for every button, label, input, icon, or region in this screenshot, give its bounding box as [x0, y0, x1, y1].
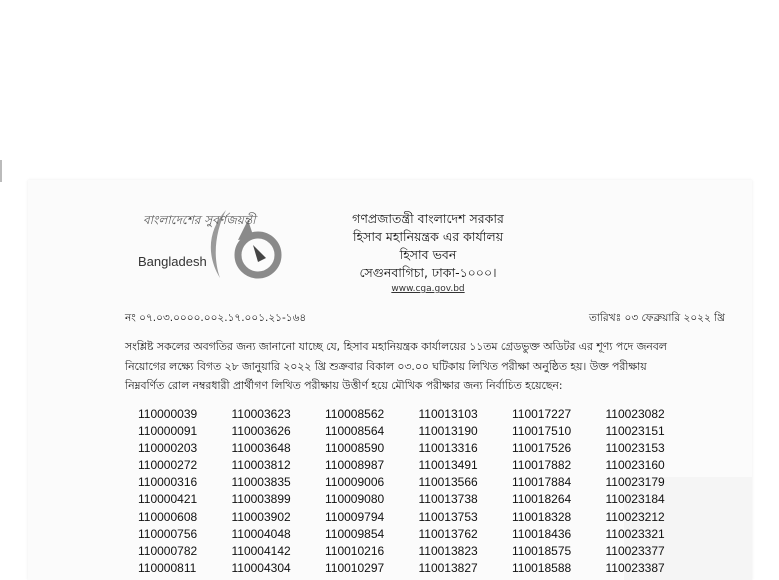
roll-number-cell: 110003812: [231, 458, 291, 473]
memo-date: তারিখঃ ০৩ ফেব্রুয়ারি ২০২২ খ্রি: [589, 312, 725, 324]
roll-number-cell: 110023212: [605, 509, 665, 524]
roll-number-cell: 110000608: [138, 509, 198, 524]
roll-number-cell: 110013316: [418, 441, 478, 456]
roll-number-cell: 110003626: [231, 424, 291, 439]
roll-number-cell: 110023153: [605, 441, 665, 456]
roll-number-cell: 110004142: [231, 543, 291, 558]
logo-english-text: Bangladesh: [138, 254, 207, 269]
roll-number-cell: 110017884: [512, 475, 572, 490]
roll-number-cell: 110013753: [418, 509, 478, 524]
roll-row: [138, 457, 699, 474]
roll-number-cell: 110013566: [418, 475, 478, 490]
roll-number-cell: 110023321: [605, 526, 665, 541]
roll-number-cell: 110013190: [418, 424, 478, 439]
roll-number-cell: 110017526: [512, 441, 572, 456]
roll-number-cell: 110010216: [325, 543, 385, 558]
roll-number-cell: 110023387: [605, 560, 665, 575]
header-website-link[interactable]: www.cga.gov.bd: [391, 284, 465, 294]
roll-number-cell: 110003648: [231, 441, 291, 456]
roll-number-table: [138, 406, 699, 577]
roll-number-cell: 110000091: [138, 424, 198, 439]
roll-number-cell: 110018575: [512, 543, 572, 558]
roll-number-cell: 110000756: [138, 526, 198, 541]
roll-number-cell: 110003899: [231, 492, 291, 507]
document-scan: [28, 180, 752, 580]
roll-row: [138, 560, 699, 577]
roll-number-cell: 110010297: [325, 560, 385, 575]
roll-number-cell: 110008590: [325, 441, 385, 456]
roll-row: [138, 406, 699, 423]
roll-number-cell: 110000203: [138, 441, 198, 456]
roll-number-cell: 110023151: [605, 424, 665, 439]
roll-number-cell: 110008564: [325, 424, 385, 439]
roll-number-cell: 110009006: [325, 475, 385, 490]
header-building: হিসাব ভবন: [399, 247, 457, 262]
roll-number-cell: 110004048: [231, 526, 291, 541]
golden-jubilee-logo: [108, 200, 288, 290]
notice-line: নিয়োগের লক্ষ্যে বিগত ২৮ জানুয়ারি ২০২২ খ্রি শুক্রবার বিকাল ০৩.০০ ঘটিকায় লিখিত পরীক্ষা অনুষ্ঠিত হয়। উক্ত পরীক্ষায়: [125, 359, 647, 373]
office-header: [318, 210, 538, 296]
roll-row: [138, 474, 699, 491]
roll-number-cell: 110023082: [605, 407, 665, 421]
roll-number-cell: 110009854: [325, 526, 385, 541]
roll-number-cell: 110018264: [512, 492, 572, 507]
notice-line: নিম্নবর্ণিত রোল নম্বরধারী প্রার্থীগণ লিখিত পরীক্ষায় উত্তীর্ণ হয়ে মৌখিক পরীক্ষার জন্য নির্বাচিত হয়েছেন:: [125, 379, 563, 392]
roll-row: [138, 526, 699, 543]
logo-bangla-text: বাংলাদেশের সুবর্ণজয়ন্তী: [143, 213, 256, 227]
roll-number-cell: 110009794: [325, 509, 385, 524]
roll-number-cell: 110013762: [418, 526, 478, 541]
roll-number-cell: 110008987: [325, 458, 385, 473]
roll-number-cell: 110018328: [512, 509, 572, 524]
header-office: হিসাব মহানিয়ন্ত্রক এর কার্যালয়: [352, 229, 504, 244]
roll-number-cell: 110017882: [512, 458, 572, 473]
roll-number-cell: 110003902: [231, 509, 291, 524]
header-address: সেগুনবাগিচা, ঢাকা-১০০০।: [359, 265, 497, 280]
roll-number-cell: 110009080: [325, 492, 385, 507]
roll-row: [138, 491, 699, 508]
roll-number-cell: 110013738: [418, 492, 478, 507]
roll-number-cell: 110003835: [231, 475, 291, 490]
roll-row: [138, 509, 699, 526]
roll-row: [138, 440, 699, 457]
roll-number-cell: 110017510: [512, 424, 572, 439]
roll-number-cell: 110023160: [605, 458, 665, 473]
notice-line: সংশ্লিষ্ট সকলের অবগতির জন্য জানানো যাচ্ছে যে, হিসাব মহানিয়ন্ত্রক কার্যালয়ের ১১তম গ্রেডভুক্ত অডিটর এর শূণ্য পদে জনবল: [125, 340, 667, 353]
roll-number-cell: 110013491: [418, 458, 478, 473]
roll-number-cell: 110017227: [512, 407, 572, 421]
header-government: গণপ্রজাতন্ত্রী বাংলাদেশ সরকার: [352, 211, 504, 226]
roll-number-cell: 110000039: [138, 407, 198, 421]
roll-number-cell: 110008562: [325, 407, 385, 421]
notice-body: [125, 337, 740, 396]
roll-number-cell: 110023377: [605, 543, 665, 558]
roll-number-cell: 110013823: [418, 543, 478, 558]
roll-number-cell: 110018588: [512, 560, 572, 575]
roll-row: [138, 423, 699, 440]
roll-number-cell: 110003623: [231, 407, 291, 421]
roll-number-cell: 110023179: [605, 475, 665, 490]
roll-number-cell: 110018436: [512, 526, 572, 541]
roll-number-cell: 110000782: [138, 543, 198, 558]
roll-row: [138, 543, 699, 560]
roll-number-cell: 110000811: [138, 560, 197, 575]
roll-number-cell: 110013827: [418, 560, 478, 575]
roll-number-cell: 110023184: [605, 492, 665, 507]
roll-number-cell: 110000272: [138, 458, 198, 473]
roll-number-cell: 110004304: [231, 560, 291, 575]
page-edge-mark: [0, 160, 2, 182]
roll-number-cell: 110000316: [138, 475, 198, 490]
roll-number-cell: 110013103: [418, 407, 478, 421]
memo-number: নং ০৭.০৩.০০০০.০০২.১৭.০০১.২১-১৬৪: [125, 312, 307, 324]
roll-number-cell: 110000421: [138, 492, 198, 507]
